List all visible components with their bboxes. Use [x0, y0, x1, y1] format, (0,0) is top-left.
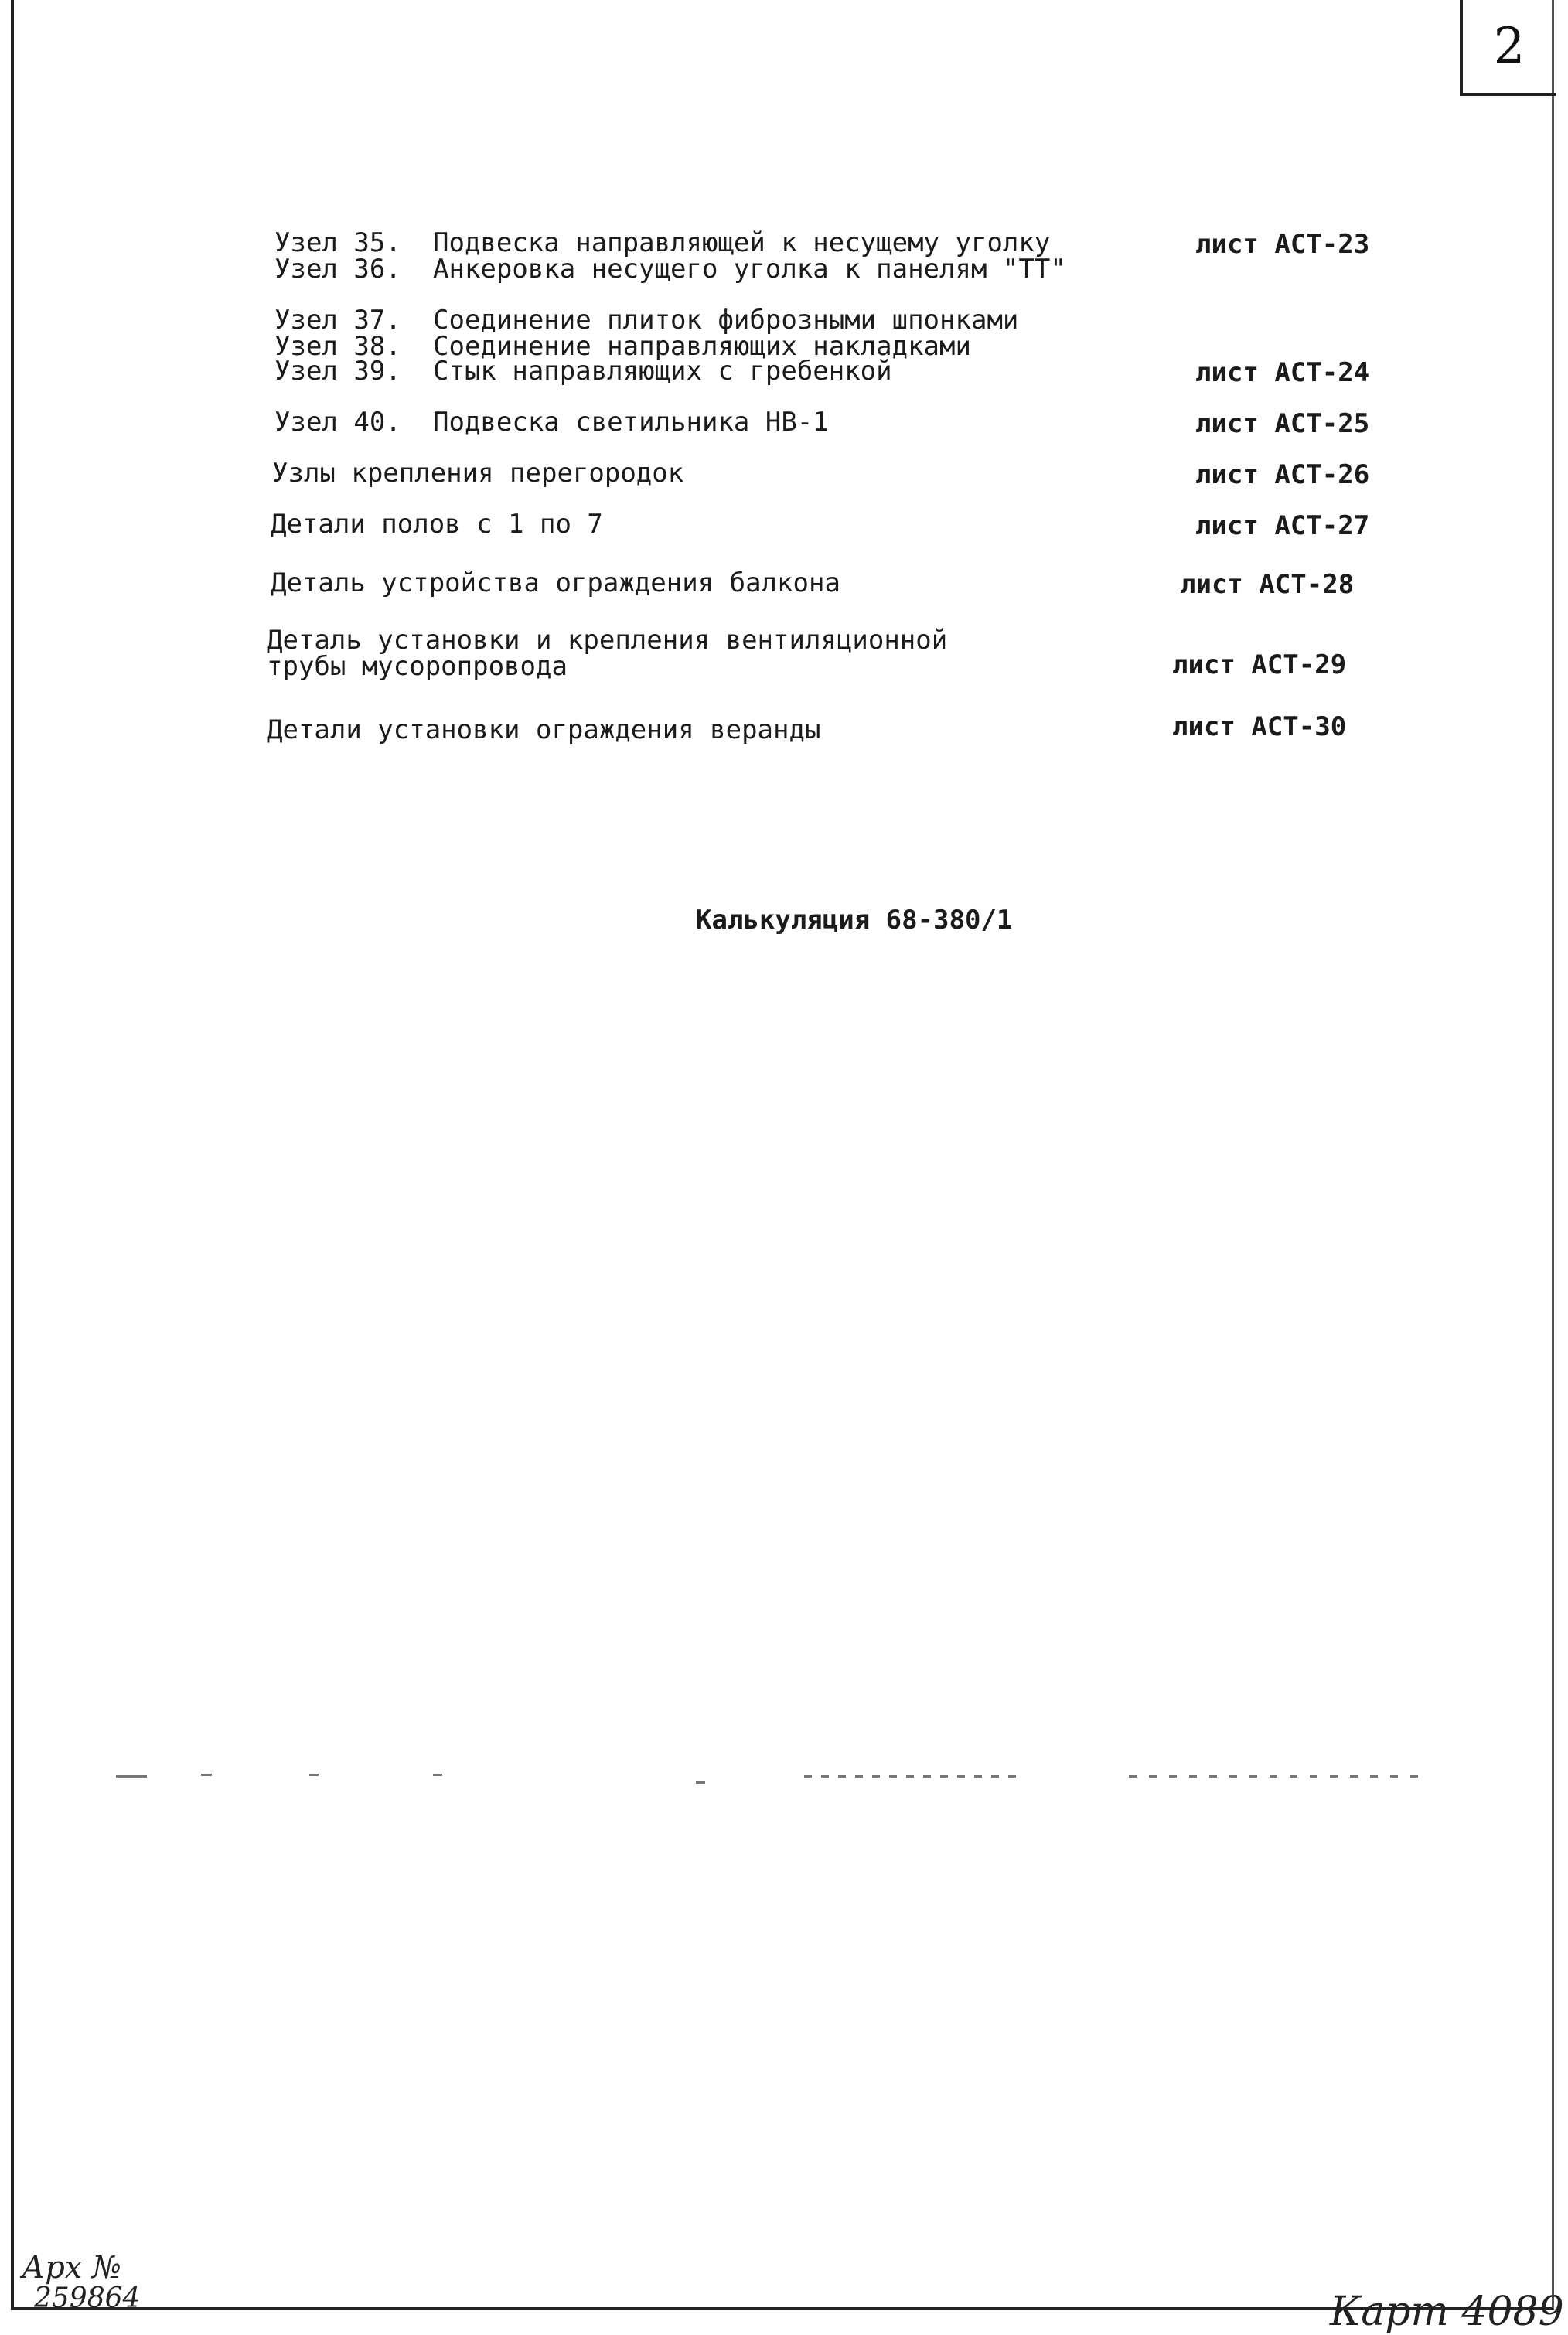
node-number: 37. — [353, 305, 401, 336]
node-row — [274, 306, 401, 334]
node-prefix: Узел — [274, 407, 338, 438]
node-title: Подвеска направляющей к несущему уголку — [433, 227, 1051, 258]
scan-mark — [1129, 1775, 1423, 1778]
calculation-label: Калькуляция 68-380/1 — [696, 905, 1013, 936]
node-number: 39. — [353, 356, 401, 387]
node-prefix: Узел — [274, 254, 338, 285]
archive-number: 259864 — [34, 2282, 141, 2314]
scan-mark — [804, 1775, 1021, 1778]
sheet-ref: лист АСТ-30 — [1172, 711, 1347, 742]
node-title: Подвеска светильника НВ-1 — [433, 407, 829, 438]
sheet-ref: лист АСТ-24 — [1195, 357, 1370, 388]
node-row — [274, 229, 401, 257]
scan-mark — [201, 1774, 212, 1776]
item-label: Детали установки ограждения веранды — [267, 714, 821, 745]
node-prefix: Узел — [274, 356, 338, 387]
scan-mark — [116, 1775, 147, 1778]
item-label: трубы мусоропровода — [267, 651, 568, 682]
item-label: Детали полов с 1 по 7 — [271, 509, 603, 540]
node-number: 40. — [353, 407, 401, 438]
node-row — [274, 255, 401, 283]
scan-mark — [309, 1774, 319, 1776]
node-title: Анкеровка несущего уголка к панелям "ТТ" — [433, 254, 1066, 285]
node-title: Стык направляющих с гребенкой — [433, 356, 892, 387]
archive-label: Арх № — [22, 2250, 122, 2286]
node-number: 38. — [353, 331, 401, 362]
sheet-ref: лист АСТ-23 — [1195, 229, 1370, 260]
node-prefix: Узел — [274, 331, 338, 362]
node-prefix: Узел — [274, 227, 338, 258]
scan-mark — [433, 1774, 442, 1776]
node-number: 36. — [353, 254, 401, 285]
node-row — [274, 357, 401, 385]
sheet-ref: лист АСТ-25 — [1195, 408, 1370, 439]
item-label: Деталь установки и крепления вентиляционной — [267, 625, 948, 656]
node-row — [274, 408, 401, 436]
page-number: 2 — [1460, 0, 1556, 96]
node-number: 35. — [353, 227, 401, 258]
sheet-ref: лист АСТ-28 — [1180, 569, 1355, 600]
node-prefix: Узел — [274, 305, 338, 336]
node-title: Соединение плиток фиброзными шпонками — [433, 305, 1019, 336]
item-label: Узлы крепления перегородок — [272, 458, 684, 489]
item-label: Деталь устройства ограждения балкона — [271, 568, 840, 598]
scan-mark — [696, 1781, 705, 1784]
node-title: Соединение направляющих накладками — [433, 331, 971, 362]
cart-label: Карт 4089 — [1330, 2289, 1564, 2335]
sheet-ref: лист АСТ-29 — [1172, 649, 1347, 680]
sheet-ref: лист АСТ-27 — [1195, 510, 1370, 541]
sheet-ref: лист АСТ-26 — [1195, 459, 1370, 490]
